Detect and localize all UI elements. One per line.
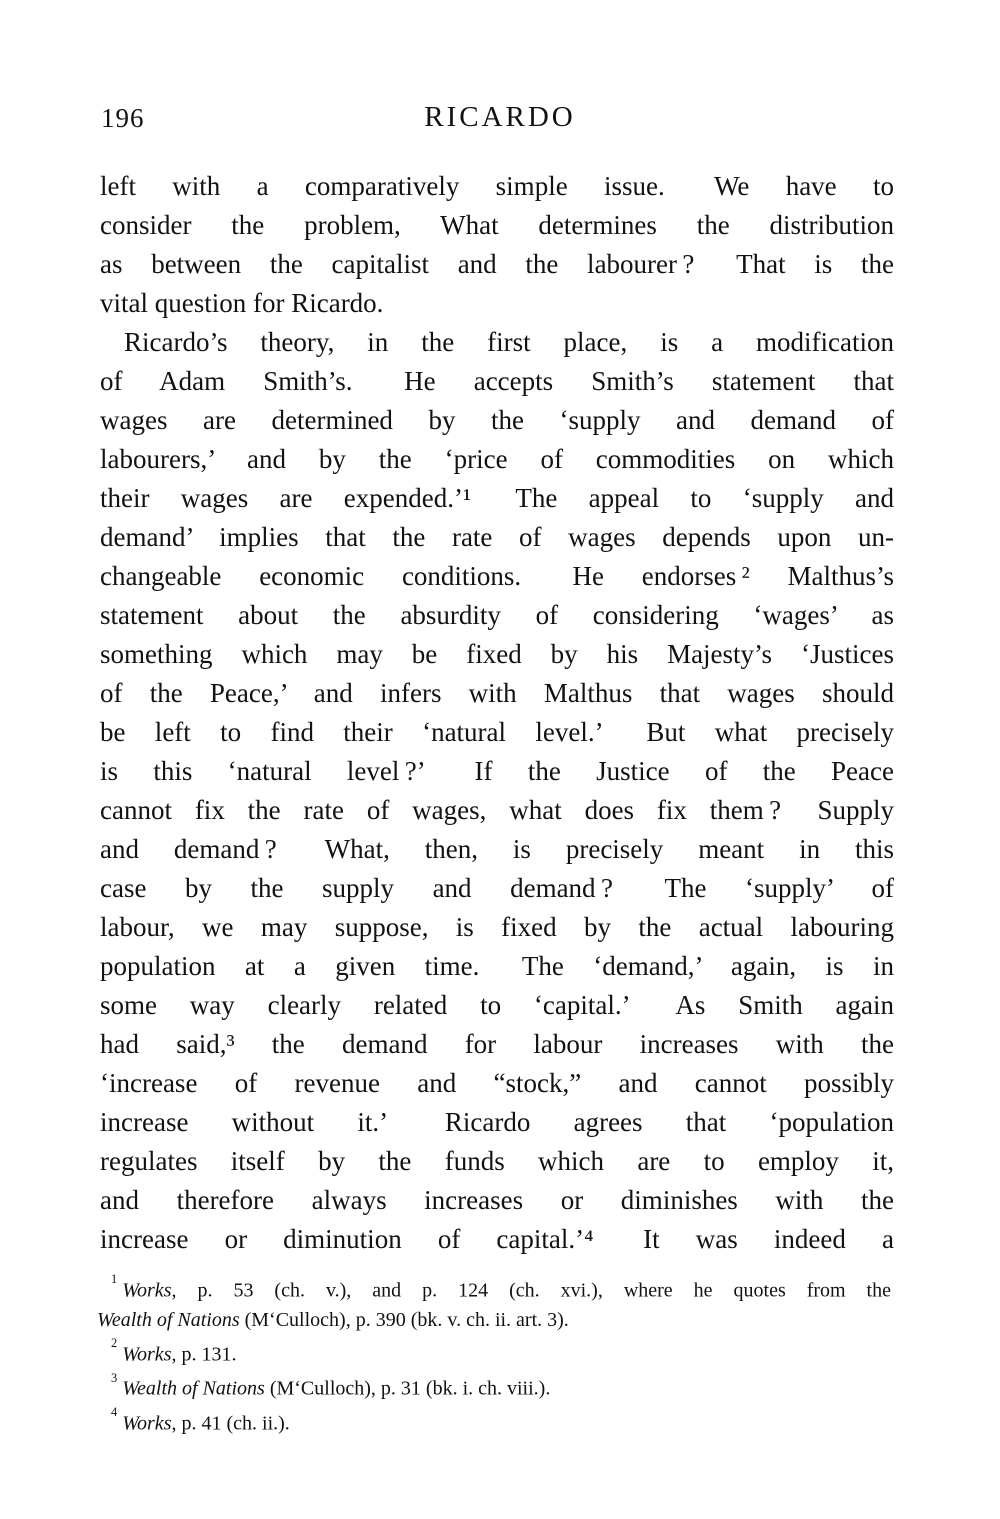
footnote-text: (M‘Culloch), p. 31 (bk. i. ch. viii.). bbox=[264, 1377, 551, 1400]
text-line: labourers,’ and by the ‘price of commodities on which bbox=[100, 444, 894, 474]
footnote-work-title: Works bbox=[122, 1412, 172, 1435]
text-line: and therefore always increases or diminishes with the bbox=[100, 1185, 894, 1215]
footnote-marker: 1 bbox=[111, 1272, 118, 1287]
text-line: and demand ? What, then, is precisely meant in this bbox=[100, 834, 894, 864]
footnotes bbox=[97, 1271, 891, 1439]
text-line: of the Peace,’ and infers with Malthus that wages should bbox=[100, 678, 894, 708]
text-line: demand’ implies that the rate of wages depends upon un- bbox=[100, 522, 894, 552]
footnote-marker: 2 bbox=[111, 1336, 118, 1351]
text-line: Ricardo’s theory, in the first place, is a modification bbox=[124, 327, 894, 357]
text-line: of Adam Smith’s. He accepts Smith’s statement that bbox=[100, 366, 894, 396]
text-line: their wages are expended.’¹ The appeal to ‘supply and bbox=[100, 483, 894, 513]
text-line: as between the capitalist and the labourer ? That is the bbox=[100, 249, 894, 279]
text-line: increase without it.’ Ricardo agrees that ‘population bbox=[100, 1107, 894, 1137]
text-line: ‘increase of revenue and “stock,” and cannot possibly bbox=[100, 1068, 894, 1098]
footnote-work-title: Wealth of Nations bbox=[122, 1377, 265, 1400]
text-line: cannot fix the rate of wages, what does fix them ? Supply bbox=[100, 795, 894, 825]
text-line: be left to find their ‘natural level.’ But what precisely bbox=[100, 717, 894, 747]
text-line: wages are determined by the ‘supply and demand of bbox=[100, 405, 894, 435]
running-title: RICARDO bbox=[424, 101, 576, 133]
text-line: is this ‘natural level ?’ If the Justice of the Peace bbox=[100, 756, 894, 786]
footnote-text: (M‘Culloch), p. 390 (bk. v. ch. ii. art. 3). bbox=[239, 1308, 569, 1331]
footnote-marker: 4 bbox=[111, 1405, 118, 1420]
text-line: vital question for Ricardo. bbox=[100, 288, 384, 318]
footnote-text: , p. 41 (ch. ii.). bbox=[171, 1412, 290, 1435]
footnote-work-title: Works bbox=[122, 1279, 172, 1302]
text-line: consider the problem, What determines the distribution bbox=[100, 210, 894, 240]
footnote-3 bbox=[97, 1369, 891, 1404]
text-line: left with a comparatively simple issue. We have to bbox=[100, 171, 894, 201]
text-line: labour, we may suppose, is fixed by the actual labouring bbox=[100, 912, 894, 942]
footnote-2 bbox=[97, 1335, 891, 1370]
text-line: had said,³ the demand for labour increases with the bbox=[100, 1029, 894, 1059]
footnote-text: , p. 131. bbox=[171, 1343, 237, 1366]
text-line: regulates itself by the funds which are to employ it, bbox=[100, 1146, 894, 1176]
text-line: something which may be fixed by his Majesty’s ‘Justices bbox=[100, 639, 894, 669]
page-number: 196 bbox=[101, 103, 145, 133]
text-line: increase or diminution of capital.’⁴ It was indeed a bbox=[100, 1224, 894, 1254]
footnote-4 bbox=[97, 1404, 891, 1439]
footnote-1-continuation bbox=[97, 1306, 891, 1335]
text-line: population at a given time. The ‘demand,’ again, is in bbox=[100, 951, 894, 981]
text-line: changeable economic conditions. He endorses ² Malthus’s bbox=[100, 561, 894, 591]
footnote-marker: 3 bbox=[111, 1370, 118, 1385]
footnote-work-title: Wealth of Nations bbox=[97, 1308, 240, 1331]
text-line: some way clearly related to ‘capital.’ As Smith again bbox=[100, 990, 894, 1020]
body-text bbox=[100, 167, 894, 1259]
text-line: case by the supply and demand ? The ‘supply’ of bbox=[100, 873, 894, 903]
text-line: statement about the absurdity of considering ‘wages’ as bbox=[100, 600, 894, 630]
footnote-1 bbox=[97, 1271, 891, 1306]
footnote-text: , p. 53 (ch. v.), and p. 124 (ch. xvi.), where he quotes from the bbox=[171, 1279, 891, 1302]
footnote-work-title: Works bbox=[122, 1343, 172, 1366]
